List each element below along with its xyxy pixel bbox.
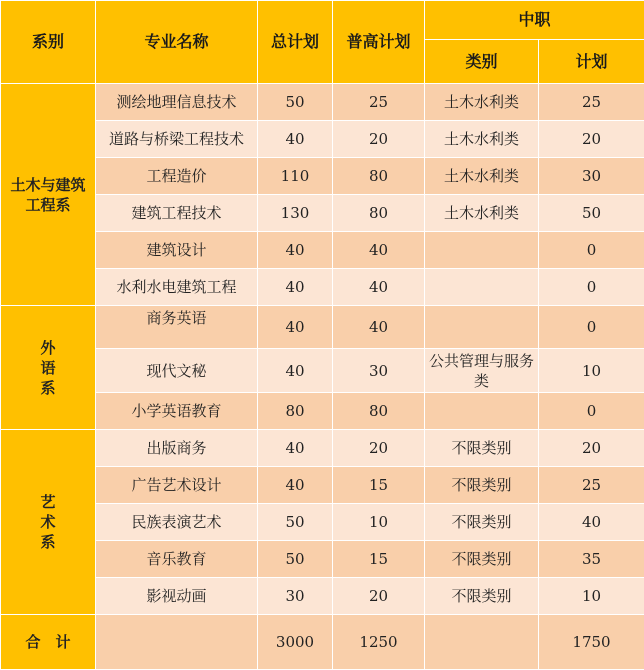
- table-row: [1, 430, 644, 467]
- major-cell: 工程造价: [96, 158, 258, 195]
- dept-cell: 土木与建筑工程系: [1, 84, 96, 306]
- major-cell: 商务英语: [96, 306, 258, 349]
- category-cell: 土木水利类: [425, 158, 539, 195]
- totals-label: 合 计: [1, 615, 96, 670]
- total-cell: 40: [258, 349, 333, 393]
- total-cell: 50: [258, 84, 333, 121]
- table-row: [1, 306, 644, 349]
- major-cell: 广告艺术设计: [96, 467, 258, 504]
- plan-cell: 10: [539, 349, 644, 393]
- general-cell: 30: [333, 349, 425, 393]
- plan-cell: 25: [539, 467, 644, 504]
- table-row: [1, 393, 644, 430]
- totals-plan: 1750: [539, 615, 644, 670]
- header-total-plan: 总计划: [258, 1, 333, 84]
- category-cell: 不限类别: [425, 467, 539, 504]
- major-cell: 水利水电建筑工程: [96, 269, 258, 306]
- table-row: [1, 467, 644, 504]
- general-cell: 15: [333, 467, 425, 504]
- category-cell: 公共管理与服务类: [425, 349, 539, 393]
- totals-row: [1, 615, 644, 670]
- plan-cell: 25: [539, 84, 644, 121]
- general-cell: 40: [333, 269, 425, 306]
- table-row: [1, 578, 644, 615]
- general-cell: 20: [333, 430, 425, 467]
- header-sec-category: 类别: [425, 40, 539, 84]
- general-cell: 80: [333, 195, 425, 232]
- totals-general: 1250: [333, 615, 425, 670]
- general-cell: 15: [333, 541, 425, 578]
- major-cell: 道路与桥梁工程技术: [96, 121, 258, 158]
- category-cell: 不限类别: [425, 504, 539, 541]
- plan-cell: 10: [539, 578, 644, 615]
- major-cell: 影视动画: [96, 578, 258, 615]
- table-row: [1, 269, 644, 306]
- total-cell: 40: [258, 306, 333, 349]
- major-cell: 现代文秘: [96, 349, 258, 393]
- plan-cell: 0: [539, 232, 644, 269]
- major-cell: 建筑工程技术: [96, 195, 258, 232]
- dept-cell: [1, 430, 96, 615]
- total-cell: 40: [258, 430, 333, 467]
- category-cell: 土木水利类: [425, 84, 539, 121]
- total-cell: 50: [258, 504, 333, 541]
- dept-cell: [1, 306, 96, 430]
- plan-cell: 0: [539, 306, 644, 349]
- totals-total: 3000: [258, 615, 333, 670]
- category-cell: 土木水利类: [425, 195, 539, 232]
- table-row: [1, 541, 644, 578]
- category-cell: 不限类别: [425, 578, 539, 615]
- category-cell: [425, 306, 539, 349]
- plan-cell: 40: [539, 504, 644, 541]
- totals-major-empty: [96, 615, 258, 670]
- table-row: [1, 158, 644, 195]
- plan-cell: 20: [539, 121, 644, 158]
- table-row: [1, 84, 644, 121]
- table-row: [1, 504, 644, 541]
- header-general-plan: 普高计划: [333, 1, 425, 84]
- major-cell: 小学英语教育: [96, 393, 258, 430]
- total-cell: 50: [258, 541, 333, 578]
- general-cell: 20: [333, 121, 425, 158]
- table-row: [1, 195, 644, 232]
- header-secondary: 中职: [425, 1, 644, 40]
- category-cell: 不限类别: [425, 541, 539, 578]
- header-sec-plan: 计划: [539, 40, 644, 84]
- total-cell: 40: [258, 269, 333, 306]
- plan-cell: 50: [539, 195, 644, 232]
- category-cell: [425, 269, 539, 306]
- plan-cell: 20: [539, 430, 644, 467]
- table-row: [1, 121, 644, 158]
- major-cell: 出版商务: [96, 430, 258, 467]
- general-cell: 20: [333, 578, 425, 615]
- table-row: [1, 232, 644, 269]
- total-cell: 30: [258, 578, 333, 615]
- plan-cell: 0: [539, 393, 644, 430]
- total-cell: 40: [258, 467, 333, 504]
- total-cell: 130: [258, 195, 333, 232]
- header-major: 专业名称: [96, 1, 258, 84]
- general-cell: 80: [333, 158, 425, 195]
- major-cell: 建筑设计: [96, 232, 258, 269]
- major-cell: 音乐教育: [96, 541, 258, 578]
- table-row: [1, 349, 644, 393]
- major-cell: 测绘地理信息技术: [96, 84, 258, 121]
- header-dept: 系别: [1, 1, 96, 84]
- total-cell: 40: [258, 121, 333, 158]
- dept-label-vertical: 外语系: [40, 338, 57, 398]
- general-cell: 25: [333, 84, 425, 121]
- category-cell: [425, 393, 539, 430]
- totals-category-empty: [425, 615, 539, 670]
- plan-cell: 30: [539, 158, 644, 195]
- plan-cell: 0: [539, 269, 644, 306]
- header-row-1: [1, 1, 644, 40]
- total-cell: 80: [258, 393, 333, 430]
- category-cell: 不限类别: [425, 430, 539, 467]
- general-cell: 10: [333, 504, 425, 541]
- category-cell: 土木水利类: [425, 121, 539, 158]
- general-cell: 40: [333, 232, 425, 269]
- general-cell: 80: [333, 393, 425, 430]
- dept-label-vertical: 艺术系: [40, 492, 57, 552]
- general-cell: 40: [333, 306, 425, 349]
- major-cell: 民族表演艺术: [96, 504, 258, 541]
- total-cell: 110: [258, 158, 333, 195]
- category-cell: [425, 232, 539, 269]
- total-cell: 40: [258, 232, 333, 269]
- plan-cell: 35: [539, 541, 644, 578]
